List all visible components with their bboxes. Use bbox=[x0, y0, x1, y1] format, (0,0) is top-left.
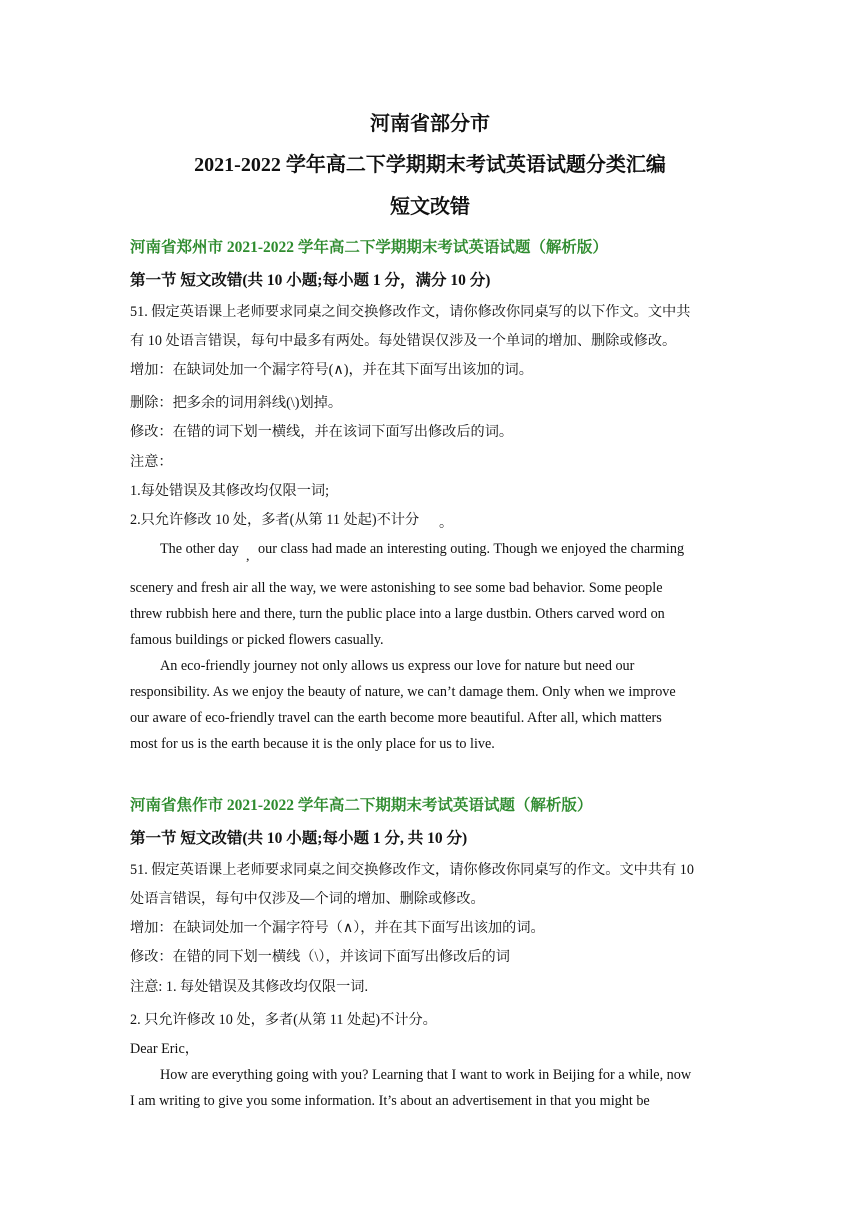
section2-heading: 第一节 短文改错(共 10 小题;每小题 1 分, 共 10 分) bbox=[130, 830, 468, 847]
section1-heading: 第一节 短文改错(共 10 小题;每小题 1 分，满分 10 分) bbox=[130, 272, 491, 289]
passage-line: threw rubbish here and there, turn the public place into a large dustbin. Others carved word on bbox=[130, 606, 665, 622]
passage-line: How are everything going with you? Learning that I want to work in Beijing for a while, now bbox=[160, 1067, 692, 1083]
passage-line: scenery and fresh air all the way, we were astonishing to see some bad behavior. Some people bbox=[130, 580, 663, 596]
section2-source: 河南省焦作市 2021-2022 学年高二下期期末考试英语试题（解析版） bbox=[130, 797, 593, 814]
period-mark: 。 bbox=[439, 516, 453, 531]
passage-line: An eco-friendly journey not only allows us express our love for nature but need our bbox=[160, 658, 635, 674]
section1-instruction: 有 10 处语言错误，每句中最多有两处。每处错误仅涉及一个单词的增加、删除或修改。 bbox=[130, 333, 677, 349]
passage-line: our class had made an interesting outing. Though we enjoyed the charming bbox=[258, 541, 685, 557]
section2-instruction: 处语言错误，每句中仅涉及—个词的增加、删除或修改。 bbox=[130, 891, 485, 907]
passage-line: our aware of eco-friendly travel can the earth become more beautiful. After all, which matters bbox=[130, 710, 662, 726]
passage-line: The other day bbox=[160, 541, 239, 557]
section2-instruction: 2. 只允许修改 10 处，多者(从第 11 处起)不计分。 bbox=[130, 1012, 437, 1028]
passage-line: responsibility. As we enjoy the beauty of nature, we can’t damage them. Only when we improve bbox=[130, 684, 676, 700]
section1-instruction: 2.只允许修改 10 处，多者(从第 11 处起)不计分 bbox=[130, 512, 420, 528]
passage-line: I am writing to give you some information. It’s about an advertisement in that you might be bbox=[130, 1093, 650, 1109]
passage-line: most for us is the earth because it is the only place for us to live. bbox=[130, 736, 495, 752]
section1-instruction: 1.每处错误及其修改均仅限一词; bbox=[130, 483, 330, 499]
doc-title-exam: 2021-2022 学年高二下学期期末考试英语试题分类汇编 bbox=[194, 154, 666, 176]
section2-instruction: 修改：在错的同下划一横线（\），并该词下面写出修改后的词 bbox=[130, 949, 510, 965]
section1-source: 河南省郑州市 2021-2022 学年高二下学期期末考试英语试题（解析版） bbox=[130, 239, 608, 256]
doc-title-topic: 短文改错 bbox=[390, 196, 470, 218]
section2-instruction: 增加：在缺词处加一个漏字符号（∧），并在其下面写出该加的词。 bbox=[130, 920, 545, 936]
section1-instruction: 51. 假定英语课上老师要求同桌之间交换修改作文，请你修改你同桌写的以下作文。文中共 bbox=[130, 304, 691, 320]
section1-instruction: 删除：把多余的词用斜线(\)划掉。 bbox=[130, 395, 343, 411]
section1-instruction: 注意： bbox=[130, 454, 173, 470]
section1-instruction: 增加：在缺词处加一个漏字符号(∧)，并在其下面写出该加的词。 bbox=[130, 362, 533, 378]
passage-line: famous buildings or picked flowers casually. bbox=[130, 632, 384, 648]
comma-mark: , bbox=[246, 549, 250, 564]
section2-instruction: 51. 假定英语课上老师要求同桌之间交换修改作文，请你修改你同桌写的作文。文中共有 10 bbox=[130, 862, 694, 878]
section1-instruction: 修改：在错的词下划一横线，并在该词下面写出修改后的词。 bbox=[130, 424, 514, 440]
doc-title-region: 河南省部分市 bbox=[370, 113, 490, 135]
letter-greeting: Dear Eric， bbox=[130, 1041, 199, 1057]
section2-instruction: 注意: 1. 每处错误及其修改均仅限一词. bbox=[130, 979, 369, 995]
